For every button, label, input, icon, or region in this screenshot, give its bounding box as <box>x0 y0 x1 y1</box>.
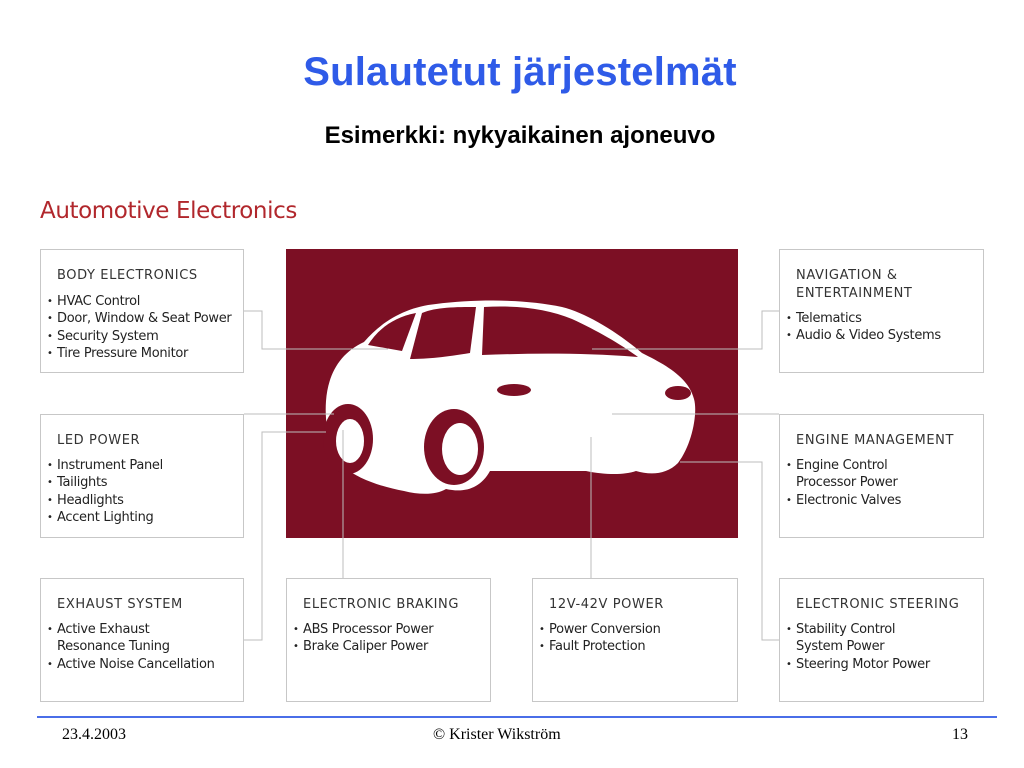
list-item: Processor Power <box>796 475 898 491</box>
list-item: • Tailights <box>47 474 241 491</box>
led-power-box <box>40 414 244 538</box>
list-item: • Audio & Video Systems <box>786 327 981 344</box>
box-title: EXHAUST SYSTEM <box>57 597 183 612</box>
list-item: • Headlights <box>47 492 241 509</box>
list-item: System Power <box>796 639 885 655</box>
slide-subtitle: Esimerkki: nykyaikainen ajoneuvo <box>324 122 716 149</box>
list-item: • Tire Pressure Monitor <box>47 345 241 362</box>
box-title: LED POWER <box>57 433 141 448</box>
box-title: ELECTRONIC STEERING <box>796 597 960 612</box>
list-item: • Active Noise Cancellation <box>47 656 241 673</box>
list-item: • Telematics <box>786 310 981 327</box>
box-title: NAVIGATION & ENTERTAINMENT <box>796 268 913 301</box>
list-item: • Electronic Valves <box>786 492 981 509</box>
car-panel <box>286 249 738 538</box>
list-item: • Brake Caliper Power <box>293 638 488 655</box>
list-item: • Fault Protection <box>539 638 735 655</box>
footer-page-number: 13 <box>952 726 968 743</box>
list-item: • HVAC Control <box>47 293 241 310</box>
list-item: • ABS Processor Power <box>293 621 488 638</box>
footer-author: © Krister Wikström <box>433 726 561 743</box>
list-item: • Door, Window & Seat Power <box>47 310 241 327</box>
exhaust-system-box <box>40 578 244 702</box>
box-title: ENGINE MANAGEMENT <box>796 433 954 448</box>
slide-title: Sulautetut järjestelmät <box>303 50 737 94</box>
list-item: Resonance Tuning <box>57 639 170 655</box>
box-title: 12V-42V POWER <box>549 597 664 612</box>
footer-date: 23.4.2003 <box>62 726 126 743</box>
list-item: • Accent Lighting <box>47 509 241 526</box>
list-item: • Stability Control <box>786 621 981 638</box>
electronic-braking-box <box>286 578 491 702</box>
footer-divider <box>37 716 997 718</box>
list-item: • Power Conversion <box>539 621 735 638</box>
list-item: • Engine Control <box>786 457 981 474</box>
box-title: ELECTRONIC BRAKING <box>303 597 459 612</box>
list-item: • Security System <box>47 328 241 345</box>
power-box <box>532 578 738 702</box>
electronic-steering-box <box>779 578 984 702</box>
body-electronics-box <box>40 249 244 373</box>
diagram-title: Automotive Electronics <box>40 198 297 224</box>
engine-management-box <box>779 414 984 538</box>
list-item: • Instrument Panel <box>47 457 241 474</box>
list-item: • Steering Motor Power <box>786 656 981 673</box>
door-handle-shape <box>497 384 531 396</box>
car-icon <box>286 249 738 538</box>
box-title: BODY ELECTRONICS <box>57 268 198 283</box>
headlight-shape <box>665 386 691 400</box>
list-item: • Active Exhaust <box>47 621 241 638</box>
navigation-entertainment-box <box>779 249 984 373</box>
